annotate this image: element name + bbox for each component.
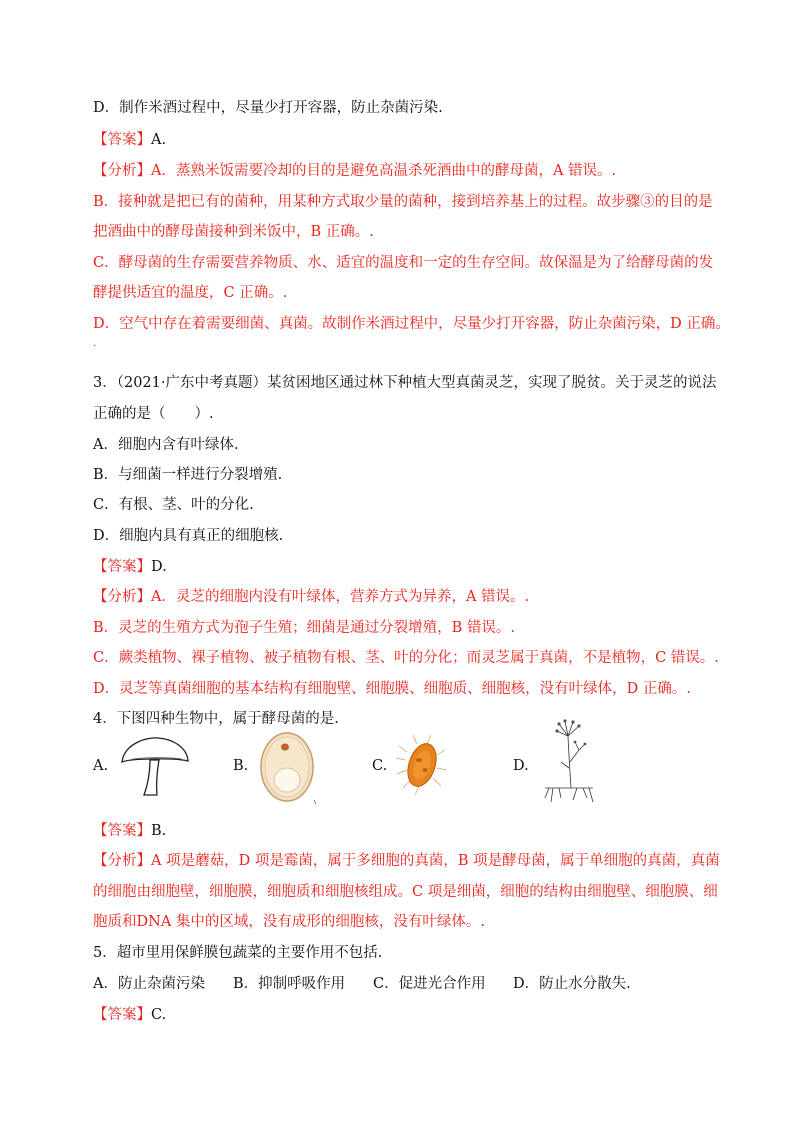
q4-stem: 4．下图四种生物中，属于酵母菌的是. — [93, 711, 339, 727]
q5-option: C．促进光合作用 — [373, 976, 486, 992]
yeast-cell-figure — [254, 730, 326, 806]
prev-analysis-line: 把酒曲中的酵母菌接种到米饭中，B 正确。. — [93, 224, 374, 240]
prev-answer — [93, 131, 166, 149]
q5-option: A．防止杂菌污染 — [93, 976, 205, 992]
prev-analysis-line: B．接种就是把已有的菌种，用某种方式取少量的菌种，接到培养基上的过程。故步骤③的目的是 — [93, 194, 713, 210]
q3-option: C．有根、茎、叶的分化. — [93, 497, 254, 513]
answer-tag: 【答案】 — [93, 823, 151, 839]
q3-analysis-line: B．灵芝的生殖方式为孢子生殖；细菌是通过分裂增殖，B 错误。. — [93, 620, 516, 636]
q5-stem: 5．超市里用保鲜膜包蔬菜的主要作用不包括. — [93, 945, 383, 961]
answer-value: D. — [151, 559, 167, 575]
prev-analysis-line: C．酵母菌的生存需要营养物质、水、适宜的温度和一定的生存空间。故保温是为了给酵母菌的发 — [93, 255, 714, 271]
q3-analysis-line: D．灵芝等真菌细胞的基本结构有细胞壁、细胞膜、细胞质、细胞核，没有叶绿体，D 正确。. — [93, 681, 691, 697]
prev-analysis-line: D．空气中存在着需要细菌、真菌。故制作米酒过程中，尽量少打开容器，防止杂菌污染，D 正确。 — [93, 316, 730, 332]
q3-analysis-line: C．蕨类植物、裸子植物、被子植物有根、茎、叶的分化；而灵芝属于真菌，不是植物，C 错误。. — [93, 650, 719, 666]
figure-label-d: D. — [513, 758, 529, 774]
q3-analysis-line: 【分析】A．灵芝的细胞内没有叶绿体，营养方式为异养，A 错误。. — [93, 589, 530, 605]
q3-option: D．细胞内具有真正的细胞核. — [93, 528, 284, 544]
prev-analysis-line: 酵提供适宜的温度，C 正确。. — [93, 285, 288, 301]
q4-analysis-line: 的细胞由细胞壁，细胞膜，细胞质和细胞核组成。C 项是细菌，细胞的结构由细胞壁、细胞膜、细 — [93, 884, 718, 900]
answer-value: C. — [151, 1007, 167, 1023]
analysis-tag: 【分析】 — [93, 853, 151, 869]
analysis-tag: 【分析】 — [93, 589, 151, 605]
q5-option: D．防止水分散失. — [513, 976, 631, 992]
answer-value: B. — [151, 823, 167, 839]
q3-stem: 正确的是（ ）. — [93, 406, 214, 422]
q4-analysis-line: 【分析】A 项是蘑菇，D 项是霉菌，属于多细胞的真菌，B 项是酵母菌，属于单细胞的真菌，真菌 — [93, 853, 720, 869]
answer-value: A. — [151, 132, 167, 148]
q3-option: A．细胞内含有叶绿体. — [93, 437, 239, 453]
q4-answer — [93, 822, 166, 840]
mold-figure — [535, 718, 601, 806]
q4-analysis-line: 胞质和DNA 集中的区域，没有成形的细胞核，没有叶绿体。. — [93, 914, 486, 930]
answer-tag: 【答案】 — [93, 1007, 151, 1023]
q3-option: B．与细菌一样进行分裂增殖. — [93, 467, 283, 483]
figure-label-b: B. — [233, 758, 249, 774]
prev-analysis-line: 【分析】A．蒸熟米饭需要冷却的目的是避免高温杀死酒曲中的酵母菌，A 错误。. — [93, 163, 617, 179]
mushroom-figure — [116, 736, 192, 798]
figure-label-a: A. — [93, 758, 109, 774]
prev-option-d: D．制作米酒过程中，尽量少打开容器，防止杂菌污染. — [93, 100, 443, 116]
q3-stem: 3．（2021·广东中考真题）某贫困地区通过林下种植大型真菌灵芝，实现了脱贫。关于灵芝的说法 — [93, 375, 717, 391]
analysis-tag: 【分析】 — [93, 163, 151, 179]
q3-answer — [93, 558, 167, 576]
answer-tag: 【答案】 — [93, 132, 151, 148]
q5-answer — [93, 1006, 166, 1024]
q5-option: B．抑制呼吸作用 — [233, 976, 346, 992]
figure-label-c: C. — [372, 758, 388, 774]
answer-tag: 【答案】 — [93, 559, 151, 575]
prev-analysis-stub: . — [93, 338, 97, 349]
bacterium-figure — [393, 732, 453, 798]
